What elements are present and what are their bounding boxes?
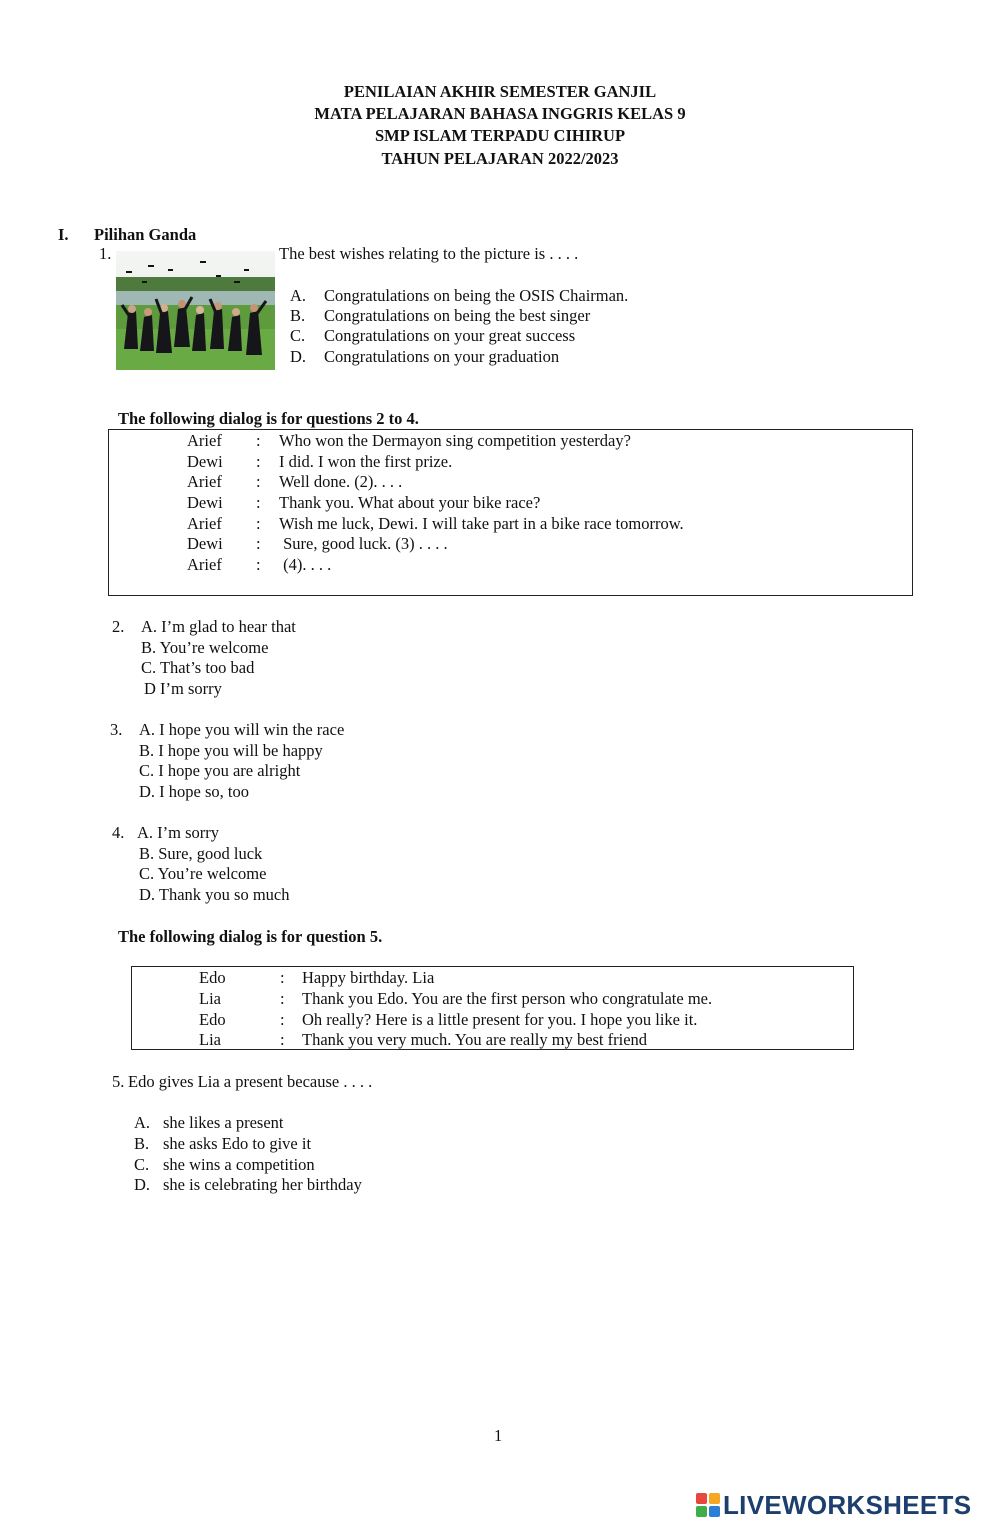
dialog1-separator: : [256, 514, 261, 533]
q4-number: 4. [112, 823, 125, 842]
dialog2-speaker: Edo [199, 968, 226, 987]
q5-option-d-text: she is celebrating her birthday [163, 1175, 362, 1194]
liveworksheets-watermark [696, 1490, 971, 1520]
dialog2-separator: : [280, 968, 285, 987]
dialog1-intro: The following dialog is for questions 2 to 4. [118, 409, 419, 428]
dialog1-separator: : [256, 452, 261, 471]
q1-option-b-text: Congratulations on being the best singer [324, 306, 591, 325]
exam-title-line-3: SMP ISLAM TERPADU CIHIRUP [374, 126, 626, 145]
q1-option-a-text: Congratulations on being the OSIS Chairman. [324, 286, 629, 305]
dialog2-line: Thank you very much. You are really my best friend [302, 1030, 648, 1049]
q5-number: 5. [112, 1072, 125, 1091]
dialog2-speaker: Edo [199, 1010, 226, 1029]
dialog1-speaker: Dewi [187, 493, 223, 512]
q2-number: 2. [112, 617, 125, 636]
section-number: I. [58, 225, 69, 244]
q3-option-a: A. I hope you will win the race [139, 720, 345, 739]
dialog1-speaker: Arief [187, 472, 222, 491]
q4-option-c: C. You’re welcome [139, 864, 267, 883]
section-title: Pilihan Ganda [94, 225, 197, 244]
q1-option-d-letter: D. [290, 347, 307, 366]
q2-option-a: A. I’m glad to hear that [141, 617, 296, 636]
q1-option-d-text: Congratulations on your graduation [324, 347, 560, 366]
q1-option-b-letter: B. [290, 306, 306, 325]
q4-option-d: D. Thank you so much [139, 885, 290, 904]
dialog1-speaker: Dewi [187, 452, 223, 471]
page-number: 1 [494, 1426, 503, 1445]
q4-option-b: B. Sure, good luck [139, 844, 263, 863]
q1-number: 1. [99, 244, 112, 263]
q5-option-d-letter: D. [134, 1175, 151, 1194]
q5-option-a-text: she likes a present [163, 1113, 284, 1132]
dialog2-separator: : [280, 1030, 285, 1049]
dialog2-line: Oh really? Here is a little present for you. I hope you like it. [302, 1010, 698, 1029]
dialog2-speaker: Lia [199, 989, 221, 1008]
dialog1-speaker: Arief [187, 555, 222, 574]
dialog2-line: Thank you Edo. You are the first person who congratulate me. [302, 989, 713, 1008]
dialog1-separator: : [256, 431, 261, 450]
dialog1-line: (4). . . . [279, 555, 332, 574]
q3-option-d: D. I hope so, too [139, 782, 249, 801]
q3-option-c: C. I hope you are alright [139, 761, 301, 780]
dialog1-line: Sure, good luck. (3) . . . . [279, 534, 448, 553]
q2-option-b: B. You’re welcome [141, 638, 269, 657]
exam-title-line-2: MATA PELAJARAN BAHASA INGGRIS KELAS 9 [314, 104, 686, 123]
q5-option-c-letter: C. [134, 1155, 150, 1174]
exam-title-line-4: TAHUN PELAJARAN 2022/2023 [381, 149, 619, 168]
dialog1-separator: : [256, 493, 261, 512]
exam-title-line-1: PENILAIAN AKHIR SEMESTER GANJIL [343, 82, 657, 101]
q5-option-b-text: she asks Edo to give it [163, 1134, 312, 1153]
dialog1-separator: : [256, 555, 261, 574]
dialog2-intro: The following dialog is for question 5. [118, 927, 383, 946]
q4-option-a: A. I’m sorry [137, 823, 220, 842]
dialog1-speaker: Dewi [187, 534, 223, 553]
q1-option-a-letter: A. [290, 286, 307, 305]
dialog1-line: Well done. (2). . . . [279, 472, 403, 491]
q3-number: 3. [110, 720, 123, 739]
dialog1-speaker: Arief [187, 514, 222, 533]
liveworksheets-wordmark: LIVEWORKSHEETS [723, 1489, 972, 1520]
liveworksheets-logo-icon [696, 1493, 720, 1517]
dialog2-speaker: Lia [199, 1030, 221, 1049]
q2-option-d: D I’m sorry [144, 679, 222, 698]
dialog1-line: Wish me luck, Dewi. I will take part in a bike race tomorrow. [279, 514, 684, 533]
dialog1-line: Who won the Dermayon sing competition yesterday? [279, 431, 631, 450]
dialog1-speaker: Arief [187, 431, 222, 450]
q1-question: The best wishes relating to the picture is . . . . [279, 244, 579, 263]
graduation-photo [116, 251, 275, 370]
dialog2-separator: : [280, 1010, 285, 1029]
q5-option-a-letter: A. [134, 1113, 151, 1132]
q5-question: Edo gives Lia a present because . . . . [128, 1072, 373, 1091]
q5-option-b-letter: B. [134, 1134, 150, 1153]
q2-option-c: C. That’s too bad [141, 658, 255, 677]
q1-option-c-letter: C. [290, 326, 306, 345]
q1-option-c-text: Congratulations on your great success [324, 326, 576, 345]
dialog2-line: Happy birthday. Lia [302, 968, 435, 987]
dialog1-line: I did. I won the first prize. [279, 452, 453, 471]
q5-option-c-text: she wins a competition [163, 1155, 315, 1174]
dialog1-separator: : [256, 534, 261, 553]
q3-option-b: B. I hope you will be happy [139, 741, 323, 760]
dialog1-separator: : [256, 472, 261, 491]
dialog2-separator: : [280, 989, 285, 1008]
dialog1-line: Thank you. What about your bike race? [279, 493, 541, 512]
